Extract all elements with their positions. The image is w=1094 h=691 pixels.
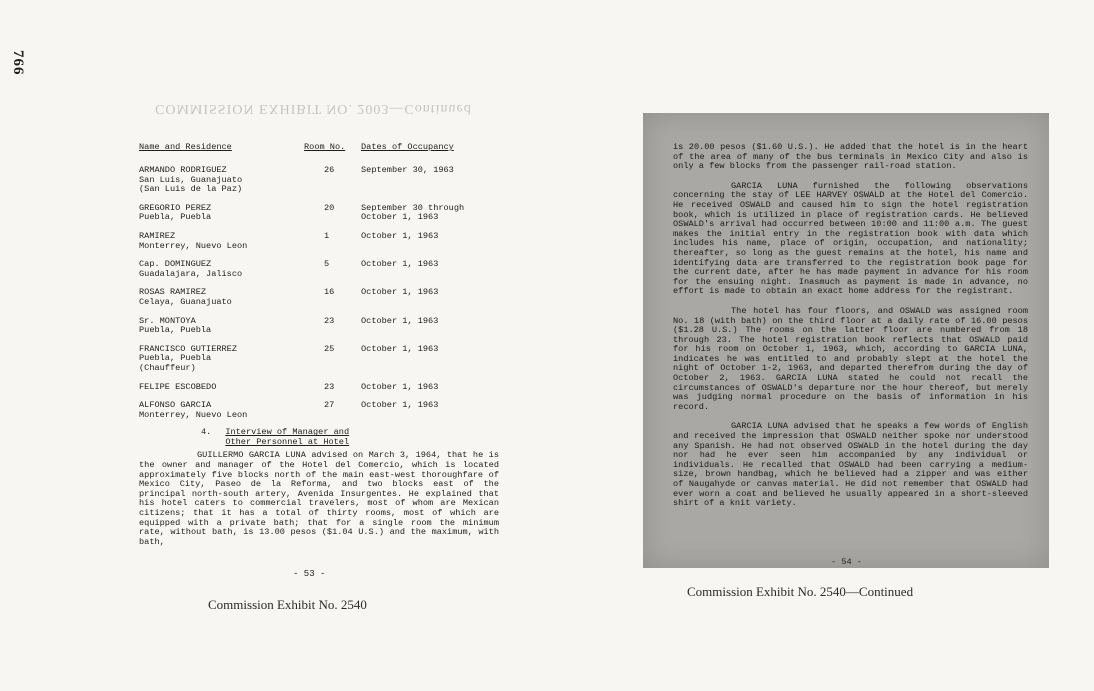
row-name: ALFONSO GARCIA Monterrey, Nuevo Leon (139, 400, 248, 420)
row-dates: October 1, 1963 (361, 287, 439, 298)
right-paragraph: The hotel has four floors, and OSWALD was assigned room No. 18 (with bath) on the third floor at a daily rate of 16.00 pesos ($1.28 U.S.) The rooms on the latter floor are numbered from 18 through 23. The hotel registration book reflects that OSWALD paid for his room on October 1, 1963, which, according to GARCIA LUNA, indicates he was entitled to and probably slept at the hotel the night of October 1-2, 1963, and departed therefrom during the day of October 2, 1963. GARCIA LUNA stated he could not recall the circumstances of OSWALD's departure nor the hour thereof, but merely was judging normal procedure on the basis of information in his record. (673, 305, 1028, 412)
left-document-page (139, 143, 499, 547)
row-dates: October 1, 1963 (361, 400, 439, 411)
row-room: 26 (324, 165, 335, 175)
row-room: 27 (324, 400, 335, 411)
row-dates: October 1, 1963 (361, 315, 439, 326)
row-dates: September 30, 1963 (361, 165, 454, 175)
row-name: FRANCISCO GUTIERREZ Puebla, Puebla (Chauffeur) (139, 343, 237, 373)
interview-paragraph: GUILLERMO GARCIA LUNA advised on March 3, 1964, that he is the owner and manager of the Hotel del Comercio, which is located approximately five blocks north of the main east-west thoroughfare of Mexico City, Paseo de la Reforma, and two blocks east of the principal north-south artery, Avenida Insurgentes. He explained that his hotel caters to commercial travelers, most of whom are Mexican citizens; that it has a total of thirty rooms, most of which are equipped with a private bath; that for a single room the minimum rate, without bath, is 13.00 pesos ($1.04 U.S.) and the maximum, with bath, (139, 450, 499, 547)
row-name: Sr. MONTOYA Puebla, Puebla (139, 315, 212, 336)
row-dates: October 1, 1963 (361, 259, 439, 270)
row-room: 23 (324, 315, 335, 326)
table-row (139, 401, 499, 420)
exhibit-caption-left: Commission Exhibit No. 2540 (208, 597, 367, 612)
bleed-through-header: COMMISSION EXHIBIT NO. 2003—Continued (155, 101, 472, 116)
right-page-footer: - 54 - (831, 557, 862, 567)
section-title: Interview of Manager and Other Personnel at Hotel (225, 427, 350, 447)
right-paragraph: is 20.00 pesos ($1.60 U.S.). He added that the hotel is in the heart of the area of many of the bus terminals in Mexico City and also is only a few blocks from the passenger rail-road station. (673, 142, 1028, 172)
column-header-name: Name and Residence (139, 142, 232, 152)
row-name: GREGORIO PEREZ Puebla, Puebla (139, 202, 212, 223)
row-room: 23 (324, 381, 335, 392)
row-room: 20 (324, 202, 335, 213)
exhibit-caption-right: Commission Exhibit No. 2540—Continued (687, 584, 914, 599)
right-paragraph: GARCIA LUNA furnished the following observations concerning the stay of LEE HARVEY OSWALD at the Hotel del Comercio. He received OSWALD and caused him to sign the hotel registration book, which is utilized in place of registration cards. He believed OSWALD's arrival had occurred between 10:00 and 11:00 a.m. The guest makes the initial entry in the registration book with data which includes his name, place of origin, occupation, and nationality; thereafter, so long as the guest remains at the hotel, his name and identifying data are transferred to the registration book page for the current date, after he has made payment in advance for his room for the ensuing night. Inasmuch as payment is made in advance, no effort is made to obtain an exact home address for the registrant. (673, 180, 1028, 297)
row-name: Cap. DOMINGUEZ Guadalajara, Jalisco (139, 259, 243, 279)
row-dates: September 30 through October 1, 1963 (361, 202, 465, 223)
table-row (139, 383, 499, 393)
column-header-dates: Dates of Occupancy (361, 142, 454, 152)
page-number: 766 (10, 50, 26, 76)
table-row (139, 260, 499, 279)
row-room: 25 (324, 343, 335, 354)
column-header-room: Room No. (304, 142, 346, 152)
row-room: 5 (324, 259, 330, 270)
occupancy-table (139, 166, 499, 420)
row-name: RAMIREZ Monterrey, Nuevo Leon (139, 230, 248, 251)
table-row (139, 288, 499, 307)
section-heading (201, 428, 499, 447)
table-row (139, 317, 499, 336)
table-row (139, 204, 499, 223)
section-number: 4. (201, 427, 212, 438)
row-room: 16 (324, 287, 335, 298)
row-dates: October 1, 1963 (361, 381, 439, 392)
right-paragraph: GARCIA LUNA advised that he speaks a few words of English and received the impression that OSWALD neither spoke nor understood any Spanish. He had not observed OSWALD in the hotel during the day nor had he ever seen him accompanied by any individual or individuals. He recalled that OSWALD had been carrying a medium-size, brown handbag, which he believed had a zipper and was either of Naugahyde or canvas material. He did not remember that OSWALD had ever worn a coat and believed he usually appeared in a short-sleeved shirt of a knit variety. (673, 421, 1028, 509)
table-row (139, 166, 499, 195)
row-name: ARMANDO RODRIGUEZ San Luis, Guanajuato (San Luis de la Paz) (139, 165, 243, 195)
table-header (139, 143, 499, 157)
table-row (139, 345, 499, 374)
row-dates: October 1, 1963 (361, 343, 439, 354)
row-dates: October 1, 1963 (361, 230, 439, 241)
left-page-footer: - 53 - (293, 569, 326, 579)
row-room: 1 (324, 230, 330, 241)
right-page-text (673, 143, 1028, 509)
row-name: FELIPE ESCOBEDO (139, 381, 217, 392)
row-name: ROSAS RAMIREZ Celaya, Guanajuato (139, 287, 232, 307)
right-document-photo (643, 113, 1049, 568)
table-row (139, 232, 499, 251)
